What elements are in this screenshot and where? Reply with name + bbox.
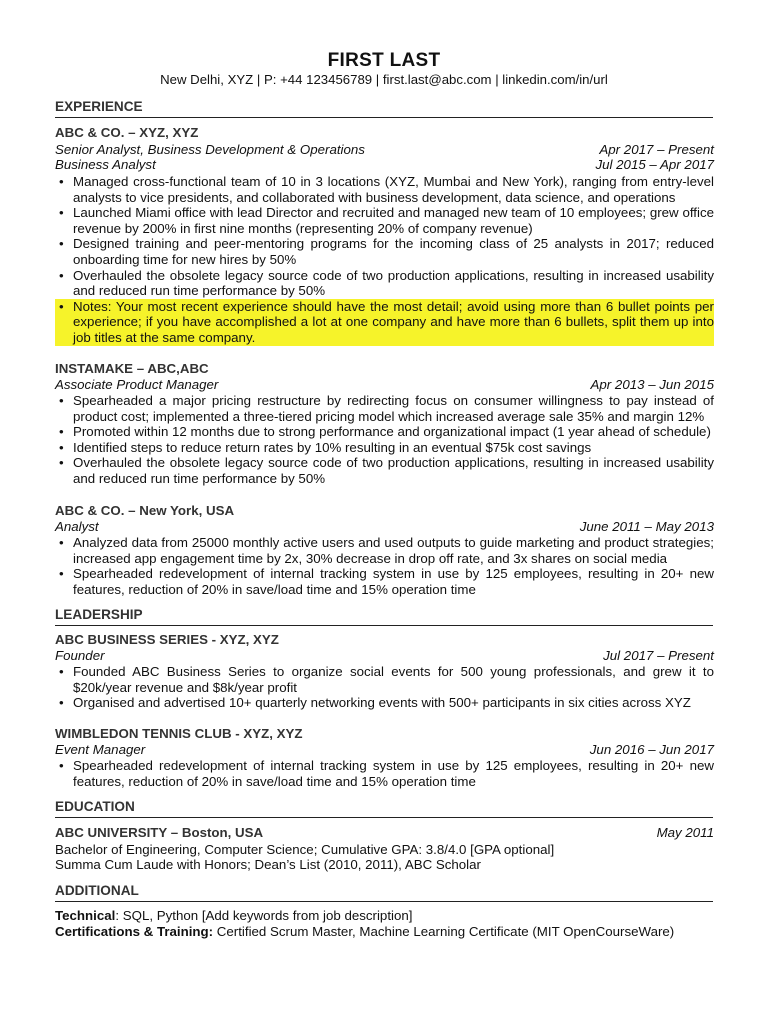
job-role-title: Associate Product Manager [55, 377, 219, 392]
job-org: ABC & CO. – XYZ, XYZ [55, 125, 199, 140]
bullet-item: • Founded ABC Business Series to organize social events for 500 young professionals, and grew it to $20k/year revenue and $8k/year profit [55, 664, 714, 695]
bullet-item: • Identified steps to reduce return rates by 10% resulting in an eventual $75k cost savings [55, 440, 714, 456]
additional-cert-value: Certified Scrum Master, Machine Learning Certificate (MIT OpenCourseWare) [213, 924, 675, 939]
bullet-item: • Spearheaded a major pricing restructure by redirecting focus on consumer willingness to pay instead of product cost; implemented a three-tiered pricing model which increased average sale 35% and margin 12% [55, 393, 714, 424]
section-title-education: EDUCATION [55, 799, 713, 818]
additional-technical [55, 908, 714, 923]
job-role-dates: Apr 2017 – Present [599, 142, 714, 157]
bullet-list [55, 393, 714, 487]
candidate-name: FIRST LAST [327, 50, 441, 71]
leadership-role-dates: Jul 2017 – Present [603, 648, 714, 663]
bullet-item: • Analyzed data from 25000 monthly active users and used outputs to guide marketing and product strategies; increased app engagement time by 2x, 30% decrease in drop off rate, and 3x shares on social media [55, 535, 714, 566]
bullet-item: • Overhauled the obsolete legacy source code of two production applications, resulting in increased usability and reduced run time performance by 50% [55, 268, 714, 299]
bullet-list [55, 174, 714, 346]
bullet-item: • Launched Miami office with lead Director and recruited and managed new team of 10 employees; grew office revenue by 200% in first nine months (representing 20% of company revenue) [55, 205, 714, 236]
education-honors: Summa Cum Laude with Honors; Dean’s List (2010, 2011), ABC Scholar [55, 857, 481, 872]
leadership-role-line [55, 742, 714, 757]
bullet-list [55, 758, 714, 789]
education-date: May 2011 [656, 825, 714, 840]
bullet-list [55, 664, 714, 711]
highlighted-note: • Notes: Your most recent experience should have the most detail; avoid using more than 6 bullet points per experience; if you have accomplished a lot at one company and have more than 6 bullets, split them up into job titles at the same company. [55, 299, 714, 346]
leadership-role-title: Event Manager [55, 742, 146, 757]
job-org: ABC & CO. – New York, USA [55, 503, 235, 518]
job-role-dates: Jul 2015 – Apr 2017 [595, 157, 714, 172]
job-role-title: Senior Analyst, Business Development & Operations [55, 142, 365, 157]
bullet-list [55, 535, 714, 597]
job-org: INSTAMAKE – ABC,ABC [55, 361, 209, 376]
bullet-item: • Designed training and peer-mentoring programs for the incoming class of 25 analysts in 2017; reduced onboarding time for new hires by 50% [55, 236, 714, 267]
education-school: ABC UNIVERSITY – Boston, USA [55, 825, 264, 840]
job-role-title: Analyst [55, 519, 99, 534]
bullet-item: • Promoted within 12 months due to strong performance and organizational impact (1 year ahead of schedule) [55, 424, 714, 440]
additional-certifications [55, 924, 714, 939]
job-role-line [55, 157, 714, 172]
leadership-role-dates: Jun 2016 – Jun 2017 [589, 742, 714, 757]
job-role-line [55, 142, 714, 157]
section-title-leadership: LEADERSHIP [55, 607, 713, 626]
job-role-line [55, 519, 714, 534]
education-degree: Bachelor of Engineering, Computer Science; Cumulative GPA: 3.8/4.0 [GPA optional] [55, 842, 555, 857]
bullet-item: • Spearheaded redevelopment of internal tracking system in use by 125 employees, resulting in 20+ new features, reduction of 20% in save/load time and 15% operation time [55, 758, 714, 789]
additional-cert-label: Certifications & Training: [55, 924, 214, 939]
job-role-dates: June 2011 – May 2013 [579, 519, 714, 534]
section-title-additional: ADDITIONAL [55, 883, 713, 902]
leadership-role-line [55, 648, 714, 663]
additional-technical-value: : SQL, Python [Add keywords from job description] [115, 908, 413, 923]
contact-line: New Delhi, XYZ | P: +44 123456789 | first.last@abc.com | linkedin.com/in/url [160, 72, 608, 87]
job-role-title: Business Analyst [55, 157, 156, 172]
job-role-dates: Apr 2013 – Jun 2015 [590, 377, 714, 392]
section-title-experience: EXPERIENCE [55, 99, 713, 118]
additional-technical-label: Technical [55, 908, 116, 923]
leadership-org: WIMBLEDON TENNIS CLUB - XYZ, XYZ [55, 726, 303, 741]
education-school-line [55, 825, 714, 840]
bullet-item: • Overhauled the obsolete legacy source code of two production applications, resulting in increased usability and reduced run time performance by 50% [55, 455, 714, 486]
bullet-item: • Spearheaded redevelopment of internal tracking system in use by 125 employees, resulting in 20+ new features, reduction of 20% in save/load time and 15% operation time [55, 566, 714, 597]
leadership-org: ABC BUSINESS SERIES - XYZ, XYZ [55, 632, 279, 647]
job-role-line [55, 377, 714, 392]
bullet-item: • Managed cross-functional team of 10 in 3 locations (XYZ, Mumbai and New York), ranging from entry-level analysts to vice presidents, and collaborated with business development, data science, and operations [55, 174, 714, 205]
bullet-item: • Organised and advertised 10+ quarterly networking events with 500+ participants in six cities across XYZ [55, 695, 714, 711]
leadership-role-title: Founder [55, 648, 105, 663]
